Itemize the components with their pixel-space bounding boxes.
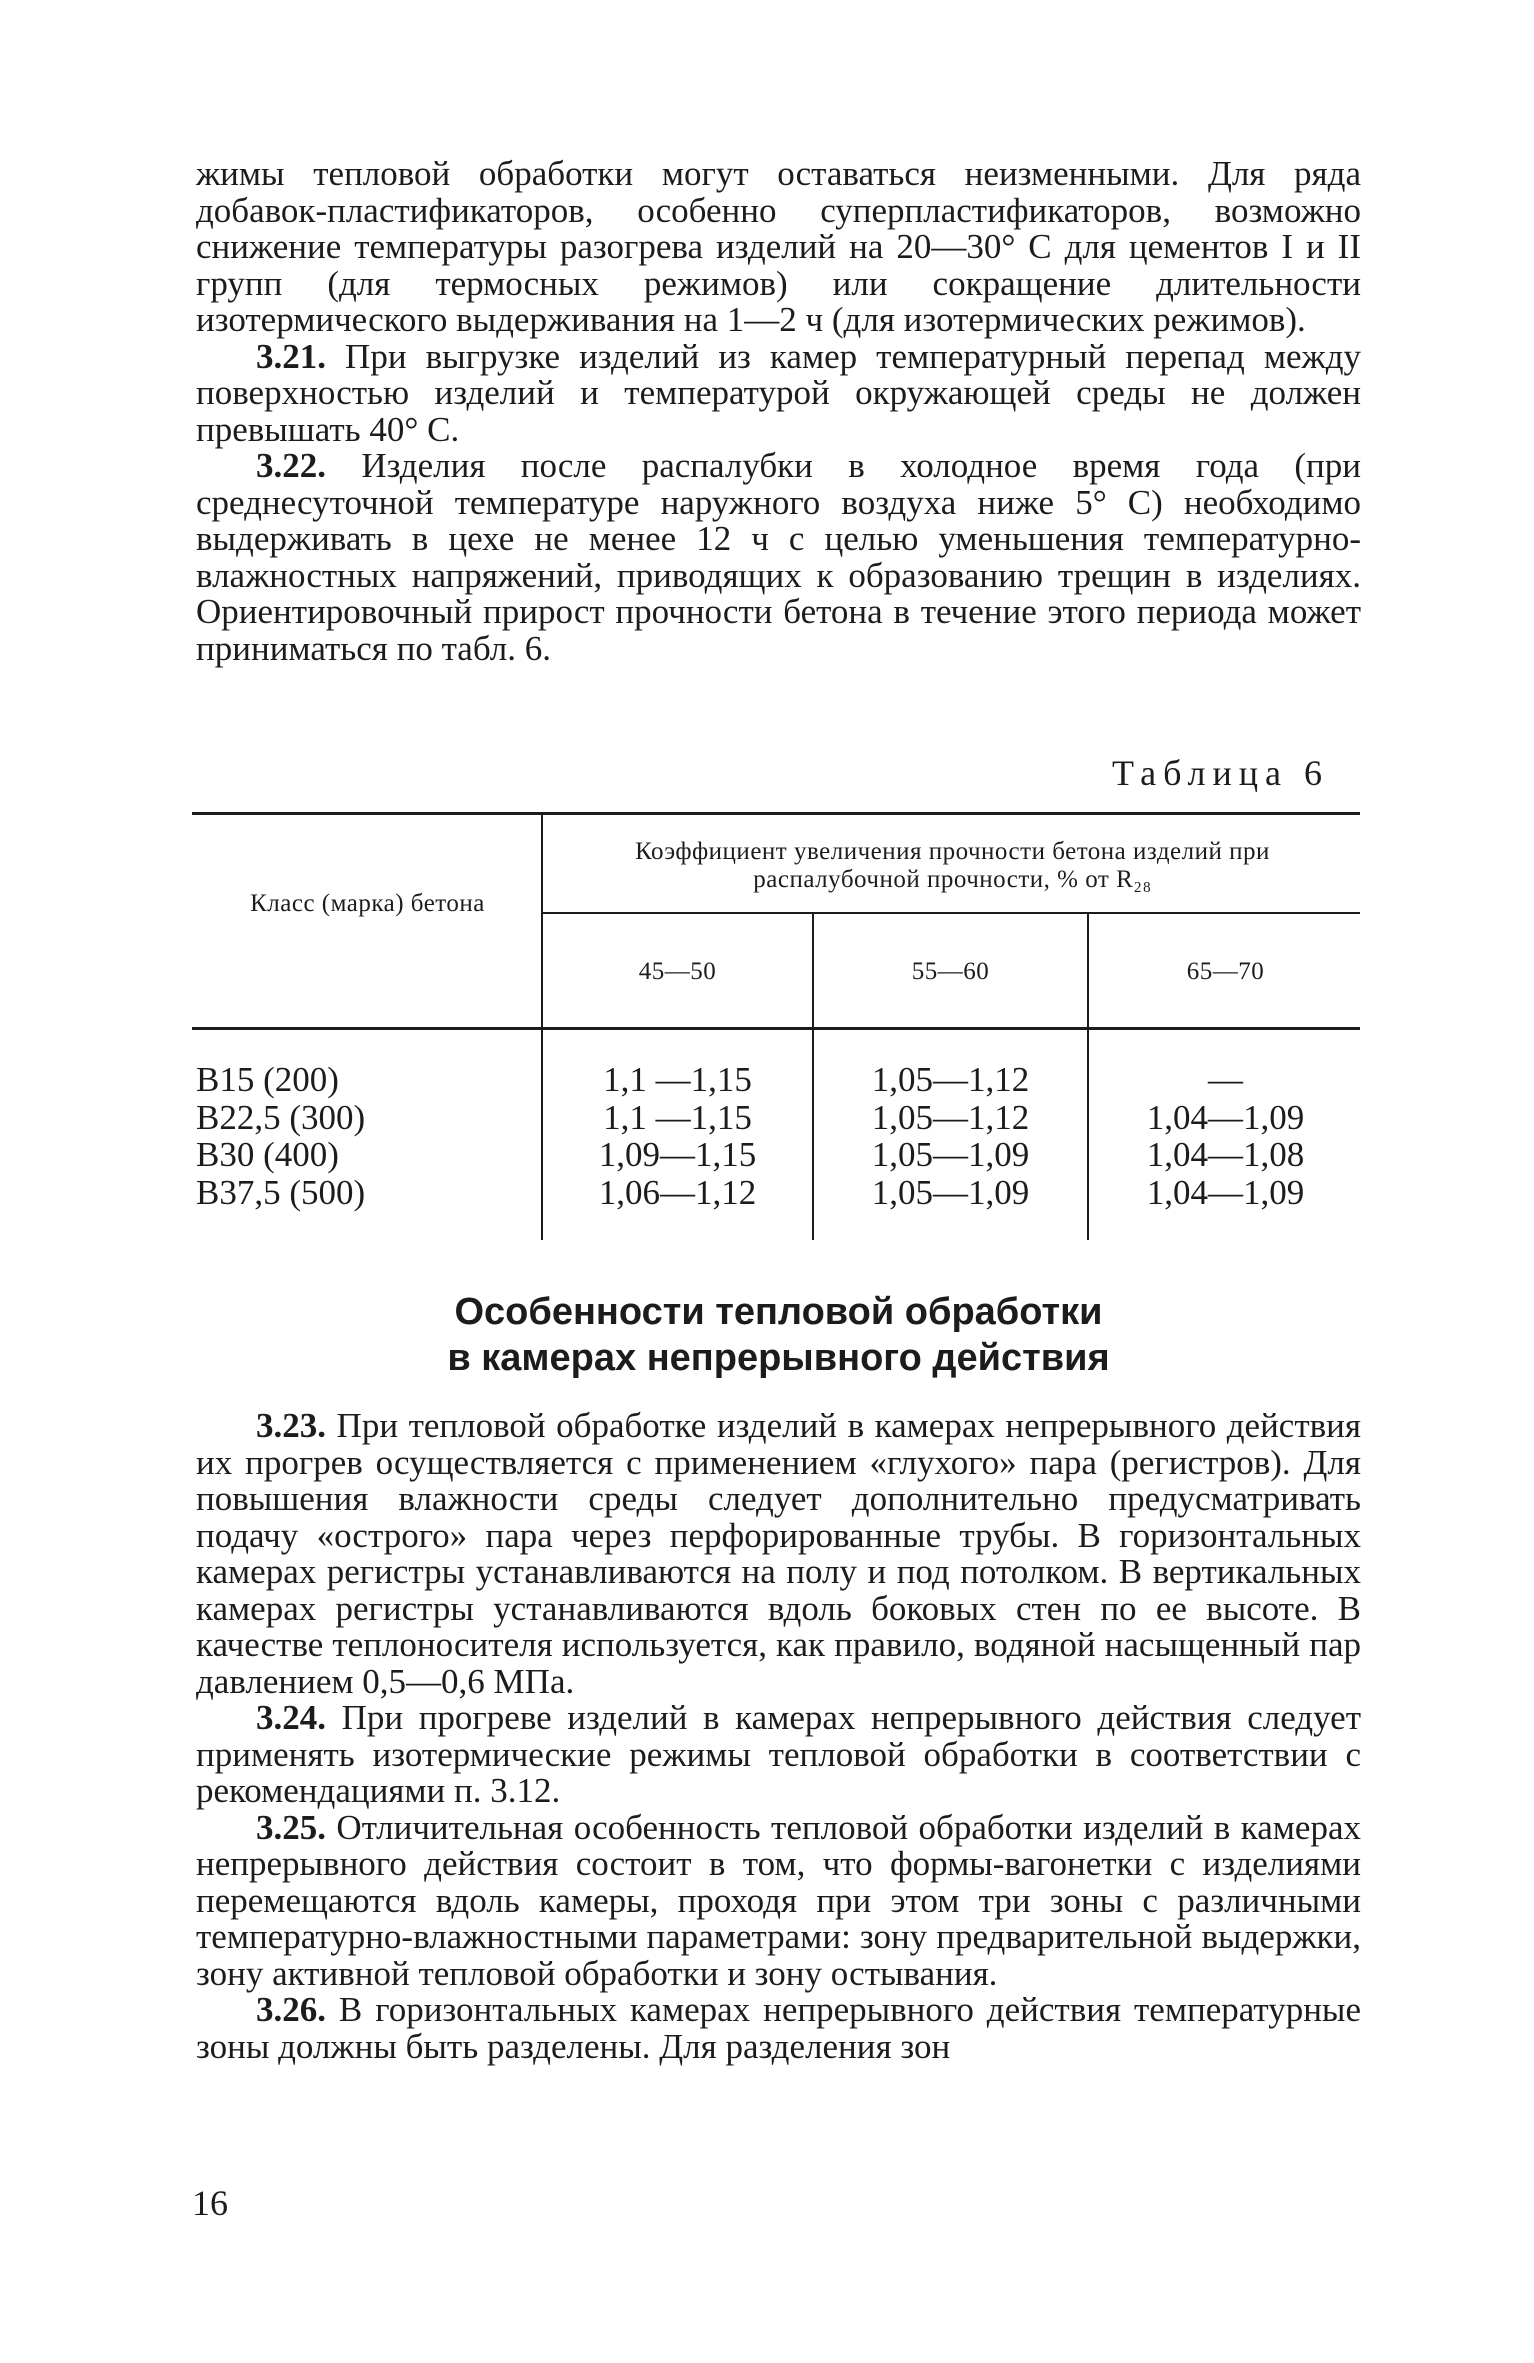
table-cell: 1,05—1,09 bbox=[871, 1172, 1030, 1212]
paragraph-3-25 bbox=[196, 1807, 1361, 1993]
paragraph-3-24 bbox=[196, 1700, 1361, 1810]
table-cell: 1,05—1,09 bbox=[871, 1135, 1030, 1174]
paragraph-text: В горизонтальных камерах непрерывного действия температурные зоны должны быть разделены. Для разделения зон bbox=[196, 1990, 1361, 2066]
table-col-divider-1 bbox=[541, 815, 543, 1240]
section-heading-line-1: Особенности тепловой обработки bbox=[454, 1291, 1103, 1333]
table-top-rule bbox=[192, 812, 1360, 815]
table-cell: 1,04—1,09 bbox=[1146, 1172, 1305, 1212]
paragraph-text: Отличительная особенность тепловой обработки изделий в камерах непрерывного действия состоит в том, что формы-вагонетки с изделиями перемещаются вдоль камеры, проходя при этом три зоны с различными температурно-влажностными параметрами: зону предварительной выдержки, зону активной тепловой обработки и зону остывания. bbox=[196, 1807, 1361, 1993]
paragraph-number: 3.22. bbox=[256, 446, 326, 485]
table-cell: 1,1 —1,15 bbox=[603, 1097, 752, 1137]
paragraph-3-23 bbox=[196, 1408, 1361, 1700]
paragraph-3-26 bbox=[196, 1992, 1361, 2065]
table-cell: 1,1 —1,15 bbox=[603, 1060, 752, 1099]
table-col-divider-3 bbox=[1087, 914, 1089, 1240]
page-number: 16 bbox=[192, 2183, 228, 2223]
table-cell: B30 (400) bbox=[196, 1135, 339, 1174]
table-header-bottom-rule bbox=[192, 1027, 1360, 1030]
table-subheader-45-50: 45—50 bbox=[638, 958, 717, 985]
paragraph-3-21 bbox=[196, 336, 1361, 449]
table-cell: 1,04—1,08 bbox=[1146, 1135, 1305, 1174]
paragraph-text: жимы тепловой обработки могут оставаться неизменными. Для ряда добавок-пластификаторов, особенно суперпластификаторов, возможно снижение температуры разогрева изделий на 20—30° С для цементов I и II групп (для термосных режимов) или сокращение длительности изотермического выдерживания на 1—2 ч (для изотермических режимов). bbox=[196, 154, 1361, 339]
paragraph-number: 3.23. bbox=[256, 1406, 326, 1445]
table-subheader-55-60: 55—60 bbox=[911, 958, 990, 985]
paragraph-text: При тепловой обработке изделий в камерах непрерывного действия их прогрев осуществляется с применением «глухого» пара (регистров). Для повышения влажности среды следует дополнительно предусматривать подачу «острого» пара через перфорированные трубы. В горизонтальных камерах регистры устанавливаются на полу и под потолком. В вертикальных камерах регистры устанавливаются вдоль боковых стен по ее высоте. В качестве теплоносителя используется, как правило, водяной насыщенный пар давлением 0,5—0,6 МПа. bbox=[196, 1406, 1361, 1701]
paragraph-number: 3.26. bbox=[256, 1990, 326, 2029]
table-cell: 1,05—1,12 bbox=[871, 1097, 1030, 1137]
table-cell: B37,5 (500) bbox=[196, 1172, 366, 1212]
paragraph-number: 3.24. bbox=[256, 1698, 326, 1737]
table-cell: B22,5 (300) bbox=[196, 1097, 366, 1137]
body-text-top bbox=[196, 156, 1361, 667]
paragraph-continuation bbox=[196, 156, 1361, 339]
section-heading bbox=[196, 1289, 1361, 1381]
table-cell: 1,09—1,15 bbox=[598, 1135, 757, 1174]
table-cell: — bbox=[1208, 1060, 1243, 1099]
table-cell: B15 (200) bbox=[196, 1060, 339, 1099]
table-cell: 1,04—1,09 bbox=[1146, 1097, 1305, 1137]
table-header-class: Класс (марка) бетона bbox=[250, 890, 485, 917]
table-col-divider-2 bbox=[812, 914, 814, 1240]
paragraph-number: 3.25. bbox=[256, 1807, 326, 1847]
body-text-bottom bbox=[196, 1408, 1361, 2065]
table-subheader-65-70: 65—70 bbox=[1186, 958, 1265, 985]
table-cell: 1,05—1,12 bbox=[871, 1060, 1030, 1099]
paragraph-text: При прогреве изделий в камерах непрерывного действия следует применять изотермические режимы тепловой обработки в соответствии с рекомендациями п. 3.12. bbox=[196, 1698, 1361, 1810]
table-column-45-50 bbox=[545, 1061, 810, 1211]
paragraph-text: Изделия после распалубки в холодное время года (при среднесуточной температуре наружного воздуха ниже 5° С) необходимо выдерживать в цехе не менее 12 ч с целью уменьшения температурно-влажностных напряжений, приводящих к образованию трещин в изделиях. Ориентировочный прирост прочности бетона в течение этого периода может приниматься по табл. 6. bbox=[196, 446, 1361, 668]
table-column-class bbox=[196, 1061, 536, 1211]
section-heading-line-2: в камерах непрерывного действия bbox=[447, 1337, 1110, 1379]
paragraph-3-22 bbox=[196, 448, 1361, 667]
paragraph-number: 3.21. bbox=[256, 336, 326, 376]
table-header-coefficient: Коэффициент увеличения прочности бетона изделий при распалубочной прочности, % от R₂₈ bbox=[635, 838, 1270, 893]
table-column-65-70 bbox=[1091, 1061, 1360, 1211]
paragraph-text: При выгрузке изделий из камер температурный перепад между поверхностью изделий и температурой окружающей среды не должен превышать 40° С. bbox=[196, 336, 1361, 449]
table-header-subrule bbox=[543, 912, 1360, 914]
table-column-55-60 bbox=[816, 1061, 1085, 1211]
table-caption: Таблица 6 bbox=[1112, 753, 1329, 793]
table-cell: 1,06—1,12 bbox=[598, 1172, 757, 1212]
